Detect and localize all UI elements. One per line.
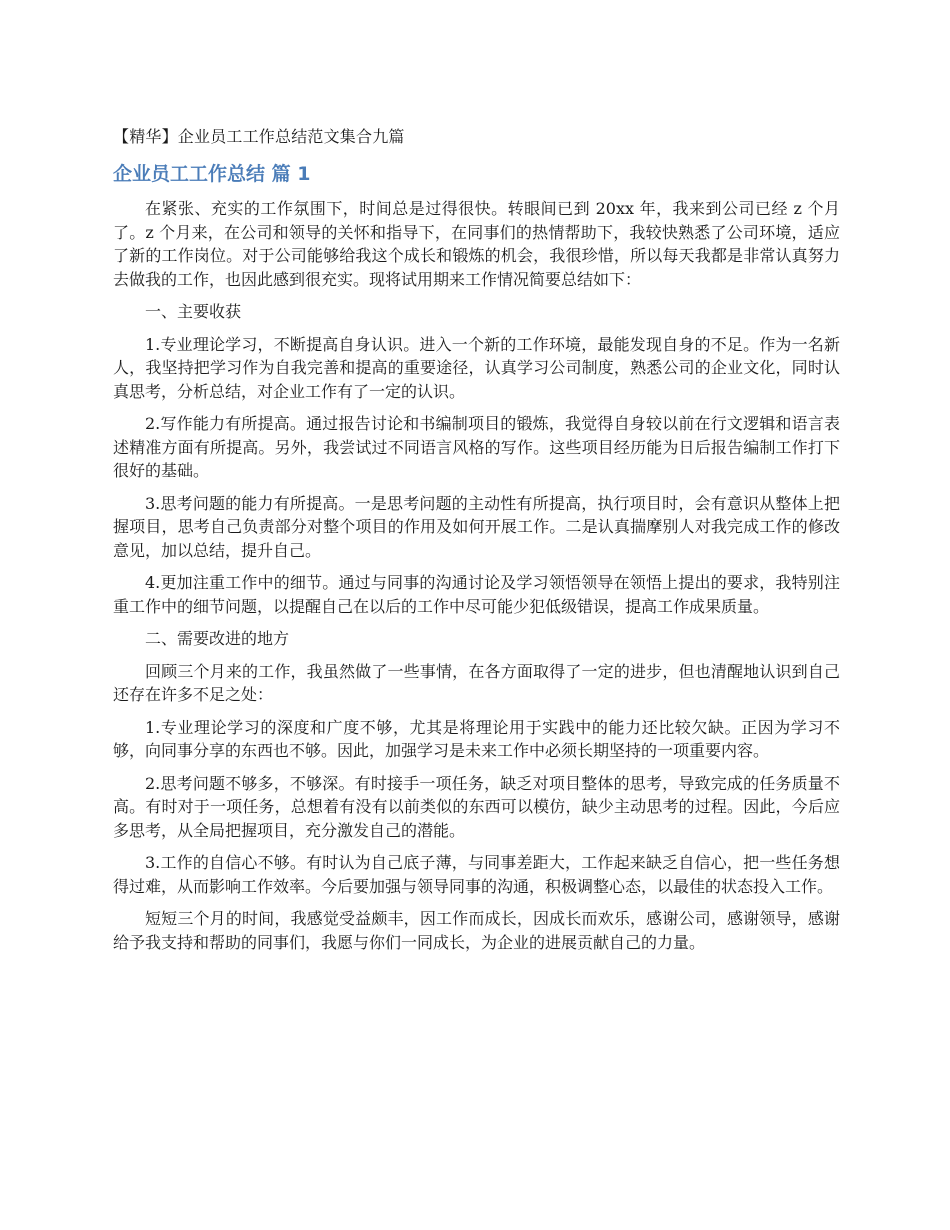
subheading-main-gains: 一、主要收获 (145, 302, 242, 321)
paragraph-gain-3: 3.思考问题的能力有所提高。一是思考问题的主动性有所提高，执行项目时，会有意识从整体上把握项目，思考自己负责部分对整个项目的作用及如何开展工作。二是认真揣摩别人对我完成工作的修改意见，加以总结，提升自己。 (113, 493, 840, 560)
subheading-improvements: 二、需要改进的地方 (145, 629, 290, 648)
paragraph-improve-1: 1.专业理论学习的深度和广度不够，尤其是将理论用于实践中的能力还比较欠缺。正因为学习不够，向同事分享的东西也不够。因此，加强学习是未来工作中必须长期坚持的一项重要内容。 (113, 717, 840, 760)
paragraph-conclusion: 短短三个月的时间，我感觉受益颇丰，因工作而成长，因成长而欢乐，感谢公司，感谢领导，感谢给予我支持和帮助的同事们，我愿与你们一同成长，为企业的进展贡献自己的力量。 (113, 909, 840, 952)
document-title: 【精华】企业员工工作总结范文集合九篇 (113, 127, 405, 146)
paragraph-review: 回顾三个月来的工作，我虽然做了一些事情，在各方面取得了一定的进步，但也清醒地认识到自己还存在许多不足之处： (113, 661, 840, 704)
paragraph-gain-4: 4.更加注重工作中的细节。通过与同事的沟通讨论及学习领悟领导在领悟上提出的要求，我特别注重工作中的细节问题，以提醒自己在以后的工作中尽可能少犯低级错误，提高工作成果质量。 (113, 573, 840, 616)
section-heading: 企业员工工作总结 篇 1 (113, 163, 311, 185)
paragraph-improve-2: 2.思考问题不够多，不够深。有时接手一项任务，缺乏对项目整体的思考，导致完成的任务质量不高。有时对于一项任务，总想着有没有以前类似的东西可以模仿，缺少主动思考的过程。因此，今后应多思考，从全局把握项目，充分激发自己的潜能。 (113, 773, 840, 840)
paragraph-improve-3: 3.工作的自信心不够。有时认为自己底子薄，与同事差距大，工作起来缺乏自信心，把一些任务想得过难，从而影响工作效率。今后要加强与领导同事的沟通，积极调整心态，以最佳的状态投入工作。 (113, 853, 840, 896)
paragraph-intro: 在紧张、充实的工作氛围下，时间总是过得很快。转眼间已到 20xx 年，我来到公司已经 z 个月了。z 个月来，在公司和领导的关怀和指导下，在同事们的热情帮助下，我较快熟悉了公司环境，适应了新的工作岗位。对于公司能够给我这个成长和锻炼的机会，我很珍惜，所以每天我都是非常认真努力去做我的工作，也因此感到很充实。现将试用期来工作情况简要总结如下： (113, 199, 840, 289)
paragraph-gain-1: 1.专业理论学习，不断提高自身认识。进入一个新的工作环境，最能发现自身的不足。作为一名新人，我坚持把学习作为自我完善和提高的重要途径，认真学习公司制度，熟悉公司的企业文化，同时认真思考，分析总结，对企业工作有了一定的认识。 (113, 334, 840, 401)
paragraph-gain-2: 2.写作能力有所提高。通过报告讨论和书编制项目的锻炼，我觉得自身较以前在行文逻辑和语言表述精准方面有所提高。另外，我尝试过不同语言风格的写作。这些项目经历能为日后报告编制工作打下很好的基础。 (113, 414, 840, 480)
document-page (113, 125, 840, 963)
